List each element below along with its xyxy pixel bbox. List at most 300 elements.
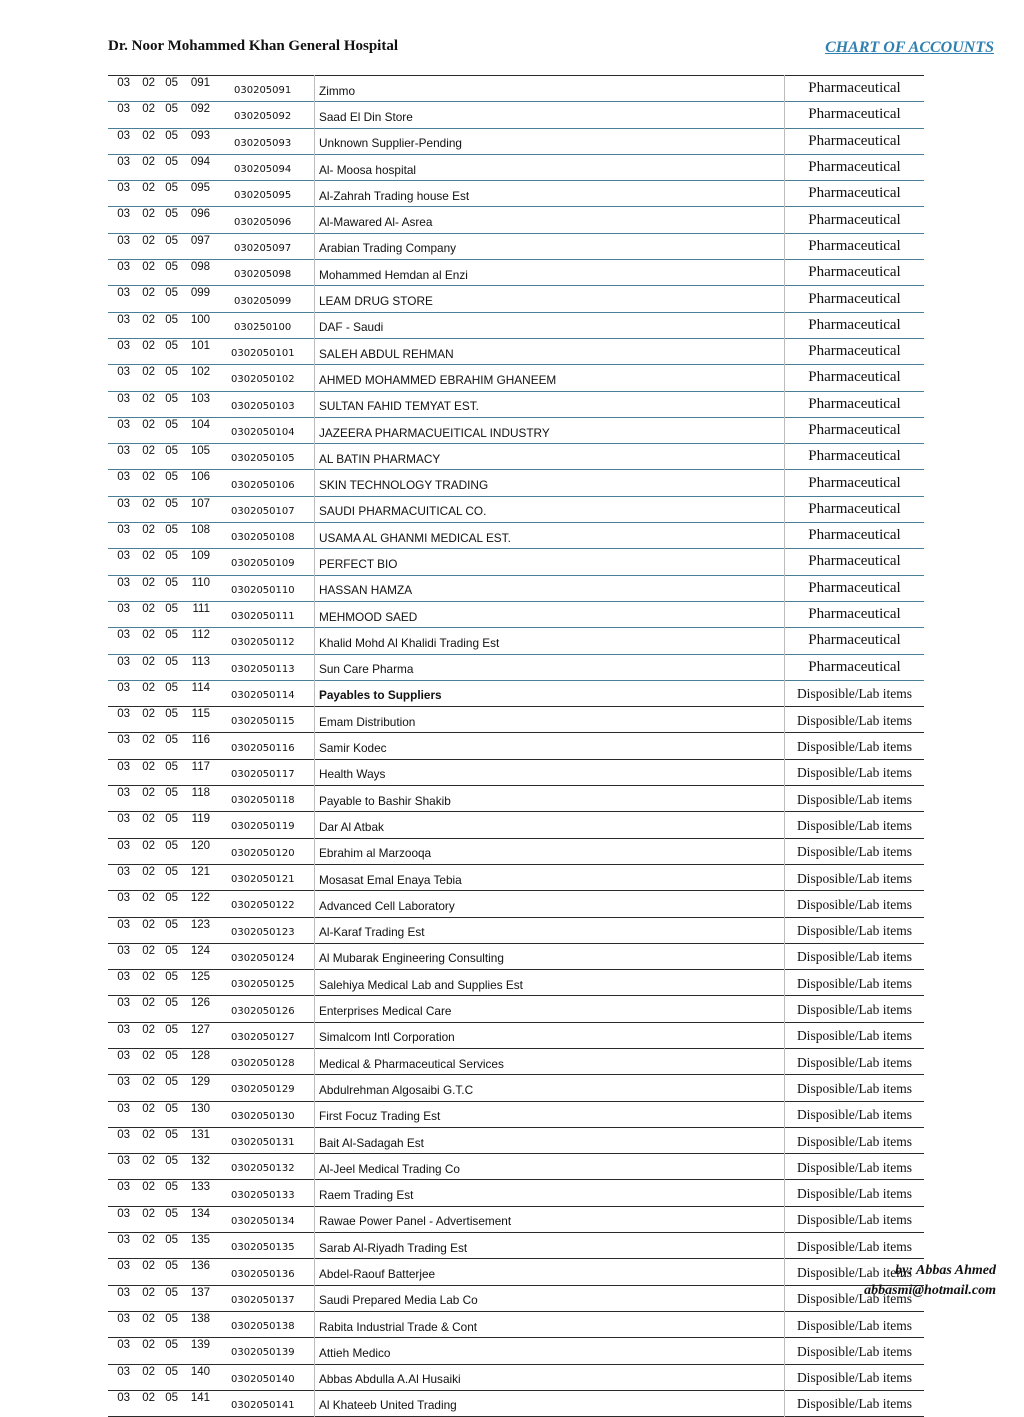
account-segment-a: 03	[117, 655, 130, 668]
account-segment-c: 05	[165, 734, 178, 747]
account-segments	[108, 654, 228, 680]
account-segment-a: 03	[117, 392, 130, 405]
account-segment-b: 02	[142, 471, 155, 484]
account-segment-b: 02	[142, 182, 155, 195]
account-segment-a: 03	[117, 1076, 130, 1089]
account-segment-a: 03	[117, 997, 130, 1010]
account-code-cell	[228, 312, 315, 338]
account-code-cell	[228, 444, 315, 470]
account-segment-c: 05	[165, 1181, 178, 1194]
account-name: SKIN TECHNOLOGY TRADING	[315, 470, 785, 496]
account-name: Khalid Mohd Al Khalidi Trading Est	[315, 628, 785, 654]
table-row	[108, 628, 924, 654]
account-segment-a: 03	[117, 629, 130, 642]
account-segment-b: 02	[142, 629, 155, 642]
account-category: Disposible/Lab items	[796, 712, 913, 728]
account-segments	[108, 1022, 228, 1048]
table-row	[108, 864, 924, 890]
table-row	[108, 207, 924, 233]
account-segment-b: 02	[142, 892, 155, 905]
account-category: Pharmaceutical	[808, 106, 901, 123]
account-segment-d: 092	[190, 103, 210, 116]
account-category: Disposible/Lab items	[796, 844, 913, 860]
account-segment-b: 02	[142, 313, 155, 326]
account-code: 0302050123	[231, 926, 295, 938]
account-segment-b: 02	[142, 234, 155, 247]
account-segments	[108, 864, 228, 890]
account-code: 0302050122	[231, 900, 295, 912]
account-segments	[108, 365, 228, 391]
account-name: Payables to Suppliers	[315, 680, 785, 706]
account-segment-c: 05	[165, 208, 178, 221]
account-code-cell	[228, 207, 315, 233]
account-code: 0302050126	[231, 1005, 295, 1017]
account-segment-c: 05	[165, 997, 178, 1010]
account-segment-a: 03	[117, 1312, 130, 1325]
account-code-cell	[228, 1338, 315, 1364]
account-segment-d: 139	[190, 1339, 210, 1352]
account-category: Pharmaceutical	[808, 606, 901, 623]
account-segments	[108, 1390, 228, 1416]
table-row	[108, 549, 924, 575]
account-code: 030205099	[234, 295, 292, 307]
account-code: 0302050133	[231, 1189, 295, 1201]
table-row	[108, 312, 924, 338]
account-category: Pharmaceutical	[808, 448, 901, 465]
account-segment-b: 02	[142, 339, 155, 352]
account-segments	[108, 601, 228, 627]
account-category: Pharmaceutical	[808, 185, 901, 202]
account-segment-d: 121	[190, 865, 210, 878]
table-row	[108, 365, 924, 391]
account-segment-c: 05	[165, 287, 178, 300]
account-category: Disposible/Lab items	[796, 1002, 913, 1018]
account-segments	[108, 1154, 228, 1180]
account-segment-d: 095	[190, 182, 210, 195]
account-code-cell	[228, 1022, 315, 1048]
account-segments	[108, 680, 228, 706]
account-segment-c: 05	[165, 839, 178, 852]
account-name: AL BATIN PHARMACY	[315, 444, 785, 470]
account-name: Attieh Medico	[315, 1338, 785, 1364]
account-category: Disposible/Lab items	[796, 1343, 913, 1359]
account-segment-b: 02	[142, 1207, 155, 1220]
accounts-table	[108, 75, 924, 1417]
account-segment-d: 108	[190, 524, 210, 537]
account-segment-d: 137	[190, 1286, 210, 1299]
account-segments	[108, 1233, 228, 1259]
account-segment-a: 03	[117, 77, 130, 89]
table-row	[108, 786, 924, 812]
account-name: Al-Karaf Trading Est	[315, 917, 785, 943]
account-code-cell	[228, 1154, 315, 1180]
account-code-cell	[228, 233, 315, 259]
account-segment-a: 03	[117, 208, 130, 221]
account-code-cell	[228, 1259, 315, 1285]
account-segments	[108, 391, 228, 417]
account-segment-a: 03	[117, 813, 130, 826]
account-code-cell	[228, 1048, 315, 1074]
account-code: 0302050135	[231, 1242, 295, 1254]
account-name: Rabita Industrial Trade & Cont	[315, 1311, 785, 1337]
account-segments	[108, 523, 228, 549]
table-row	[108, 838, 924, 864]
account-segment-a: 03	[117, 971, 130, 984]
account-segment-a: 03	[117, 865, 130, 878]
account-code: 0302050109	[231, 558, 295, 570]
account-code: 030205097	[234, 242, 292, 254]
account-category: Disposible/Lab items	[796, 1080, 913, 1096]
table-row	[108, 891, 924, 917]
account-segment-a: 03	[117, 1260, 130, 1273]
account-segments	[108, 917, 228, 943]
table-row	[108, 1075, 924, 1101]
account-segment-c: 05	[165, 1023, 178, 1036]
account-segment-b: 02	[142, 1102, 155, 1115]
table-row	[108, 1048, 924, 1074]
account-code-cell	[228, 707, 315, 733]
account-segment-a: 03	[117, 1155, 130, 1168]
account-code-cell	[228, 891, 315, 917]
account-category: Pharmaceutical	[808, 132, 901, 149]
account-code-cell	[228, 628, 315, 654]
account-name: Mosasat Emal Enaya Tebia	[315, 864, 785, 890]
table-row	[108, 523, 924, 549]
account-code-cell	[228, 864, 315, 890]
account-code: 0302050107	[231, 505, 295, 517]
account-name: SALEH ABDUL REHMAN	[315, 338, 785, 364]
account-segment-c: 05	[165, 944, 178, 957]
account-segment-b: 02	[142, 1260, 155, 1273]
account-code-cell	[228, 759, 315, 785]
account-code: 0302050103	[231, 400, 295, 412]
account-code-cell	[228, 812, 315, 838]
account-segment-c: 05	[165, 313, 178, 326]
account-code: 0302050120	[231, 847, 295, 859]
account-segments	[108, 1311, 228, 1337]
account-segment-a: 03	[117, 787, 130, 800]
account-segment-c: 05	[165, 1286, 178, 1299]
account-segment-c: 05	[165, 182, 178, 195]
account-code: 0302050104	[231, 427, 295, 438]
account-segment-a: 03	[117, 1339, 130, 1352]
account-code-cell	[228, 417, 315, 443]
account-segment-c: 05	[165, 1155, 178, 1168]
account-code-cell	[228, 970, 315, 996]
account-segment-d: 131	[190, 1128, 210, 1141]
account-segment-a: 03	[117, 1049, 130, 1062]
account-name: Raem Trading Est	[315, 1180, 785, 1206]
account-segment-d: 104	[190, 418, 210, 431]
account-segment-d: 112	[191, 629, 210, 642]
account-code: 0302050127	[231, 1031, 295, 1043]
account-code: 0302050139	[231, 1347, 295, 1359]
table-row	[108, 601, 924, 627]
account-code: 0302050116	[231, 742, 295, 754]
table-row	[108, 812, 924, 838]
account-segments	[108, 786, 228, 812]
account-name: Enterprises Medical Care	[315, 996, 785, 1022]
account-segments	[108, 1101, 228, 1127]
account-segment-d: 102	[190, 366, 210, 379]
account-category: Pharmaceutical	[808, 369, 901, 386]
account-segment-d: 105	[190, 445, 210, 458]
account-segment-d: 106	[190, 471, 210, 484]
account-segment-c: 05	[165, 602, 178, 615]
account-segment-d: 116	[191, 734, 210, 747]
account-segment-c: 05	[165, 787, 178, 800]
account-code: 030205095	[234, 190, 292, 202]
account-code-cell	[228, 654, 315, 680]
account-name: Advanced Cell Laboratory	[315, 891, 785, 917]
account-code: 0302050115	[231, 716, 295, 728]
account-category: Pharmaceutical	[808, 422, 901, 438]
account-segment-b: 02	[142, 708, 155, 721]
account-segment-d: 122	[190, 892, 210, 905]
account-category: Pharmaceutical	[808, 290, 901, 307]
account-segment-a: 03	[117, 1391, 130, 1404]
account-category: Pharmaceutical	[808, 211, 901, 228]
account-segment-a: 03	[117, 944, 130, 957]
account-segment-b: 02	[142, 392, 155, 405]
account-segment-c: 05	[165, 1339, 178, 1352]
account-name: Abdulrehman Algosaibi G.T.C	[315, 1075, 785, 1101]
account-segment-a: 03	[117, 1286, 130, 1299]
account-segment-a: 03	[117, 839, 130, 852]
account-name: Al-Jeel Medical Trading Co	[315, 1154, 785, 1180]
table-row	[108, 759, 924, 785]
account-category: Disposible/Lab items	[796, 765, 913, 781]
account-segment-b: 02	[142, 602, 155, 615]
account-segment-b: 02	[142, 261, 155, 274]
table-row	[108, 470, 924, 496]
account-segments	[108, 102, 228, 128]
account-category: Disposible/Lab items	[796, 949, 913, 965]
account-segment-b: 02	[142, 971, 155, 984]
account-segment-b: 02	[142, 366, 155, 379]
account-segment-c: 05	[165, 760, 178, 773]
account-name: Al-Mawared Al- Asrea	[315, 207, 785, 233]
account-name: Ebrahim al Marzooqa	[315, 838, 785, 864]
account-segment-a: 03	[117, 418, 130, 431]
account-category: Disposible/Lab items	[796, 1133, 913, 1149]
account-name: Emam Distribution	[315, 707, 785, 733]
account-segment-b: 02	[142, 997, 155, 1010]
account-name: Abbas Abdulla A.Al Husaiki	[315, 1364, 785, 1390]
account-segment-b: 02	[142, 1391, 155, 1404]
account-name: Rawae Power Panel - Advertisement	[315, 1206, 785, 1232]
account-code: 0302050128	[231, 1058, 295, 1070]
account-segment-d: 141	[190, 1391, 210, 1404]
account-segment-c: 05	[165, 445, 178, 458]
account-segment-c: 05	[165, 971, 178, 984]
account-segment-c: 05	[165, 681, 178, 694]
account-segment-b: 02	[142, 1181, 155, 1194]
account-segment-a: 03	[117, 524, 130, 537]
account-code-cell	[228, 1127, 315, 1153]
account-segment-c: 05	[165, 629, 178, 642]
account-segment-d: 124	[190, 944, 210, 957]
account-name: USAMA AL GHANMI MEDICAL EST.	[315, 523, 785, 549]
account-name: Dar Al Atbak	[315, 812, 785, 838]
account-segments	[108, 628, 228, 654]
account-segment-a: 03	[117, 129, 130, 142]
account-segment-d: 117	[191, 760, 210, 773]
table-row	[108, 1180, 924, 1206]
account-segment-d: 126	[190, 997, 210, 1010]
account-name: Bait Al-Sadagah Est	[315, 1127, 785, 1153]
account-code: 0302050121	[231, 874, 295, 886]
account-segments	[108, 1127, 228, 1153]
table-row	[108, 575, 924, 601]
account-name: HASSAN HAMZA	[315, 575, 785, 601]
table-row	[108, 733, 924, 759]
author-email: abbasmi@hotmail.com	[864, 1283, 996, 1298]
account-segment-d: 103	[190, 392, 210, 405]
account-category: Disposible/Lab items	[796, 1028, 913, 1044]
account-code: 0302050118	[231, 795, 295, 807]
account-segment-d: 115	[191, 708, 210, 721]
account-segment-b: 02	[142, 787, 155, 800]
account-segment-a: 03	[117, 576, 130, 589]
account-segment-a: 03	[117, 182, 130, 195]
hospital-name: Dr. Noor Mohammed Khan General Hospital	[108, 38, 399, 54]
account-category: Disposible/Lab items	[796, 1317, 913, 1333]
author-credit	[864, 1261, 996, 1301]
account-code: 030205091	[234, 85, 292, 97]
author-name: by: Abbas Ahmed	[895, 1263, 996, 1278]
account-code-cell	[228, 1180, 315, 1206]
account-segment-a: 03	[117, 445, 130, 458]
account-segments	[108, 1338, 228, 1364]
account-name: Simalcom Intl Corporation	[315, 1022, 785, 1048]
account-code: 0302050112	[231, 637, 295, 649]
account-segment-d: 134	[190, 1207, 210, 1220]
account-code-cell	[228, 917, 315, 943]
table-row	[108, 417, 924, 443]
account-segments	[108, 233, 228, 259]
account-code-cell	[228, 680, 315, 706]
table-row	[108, 233, 924, 259]
account-segment-c: 05	[165, 1207, 178, 1220]
table-row	[108, 680, 924, 706]
account-code-cell	[228, 128, 315, 154]
account-category: Disposible/Lab items	[796, 739, 913, 755]
account-code-cell	[228, 338, 315, 364]
account-category: Pharmaceutical	[808, 500, 901, 517]
account-name: Unknown Supplier-Pending	[315, 128, 785, 154]
account-segments	[108, 1075, 228, 1101]
account-segment-c: 05	[165, 892, 178, 905]
account-segment-b: 02	[142, 1128, 155, 1141]
account-category: Pharmaceutical	[808, 579, 901, 596]
account-segment-c: 05	[165, 1102, 178, 1115]
account-name: Al- Moosa hospital	[315, 154, 785, 180]
table-row	[108, 970, 924, 996]
table-row	[108, 496, 924, 522]
account-code: 0302050119	[231, 821, 295, 833]
account-segment-c: 05	[165, 129, 178, 142]
account-segment-a: 03	[117, 892, 130, 905]
account-name: Saad El Din Store	[315, 102, 785, 128]
account-segment-d: 100	[190, 313, 210, 326]
account-segment-a: 03	[117, 1234, 130, 1247]
account-segment-d: 097	[190, 234, 210, 247]
account-code: 030250100	[234, 321, 292, 333]
account-code-cell	[228, 1285, 315, 1311]
account-category: Pharmaceutical	[808, 264, 901, 281]
account-category: Disposible/Lab items	[796, 870, 913, 886]
account-name: Sun Care Pharma	[315, 654, 785, 680]
account-segment-c: 05	[165, 1128, 178, 1141]
account-category: Disposible/Lab items	[796, 1396, 913, 1412]
account-segments	[108, 575, 228, 601]
account-category: Disposible/Lab items	[796, 1054, 913, 1070]
account-category: Disposible/Lab items	[796, 975, 913, 991]
account-segments	[108, 759, 228, 785]
account-code: 0302050117	[231, 768, 295, 780]
account-code: 030205096	[234, 216, 292, 228]
account-code: 0302050124	[231, 952, 295, 964]
table-row	[108, 260, 924, 286]
account-segment-c: 05	[165, 1076, 178, 1089]
account-category: Disposible/Lab items	[796, 1212, 913, 1228]
account-segment-d: 101	[190, 339, 210, 352]
account-segment-b: 02	[142, 918, 155, 931]
accounts-table-body	[108, 76, 924, 1417]
account-code-cell	[228, 733, 315, 759]
account-name: PERFECT BIO	[315, 549, 785, 575]
account-segment-a: 03	[117, 602, 130, 615]
account-code: 0302050101	[231, 348, 295, 360]
account-code-cell	[228, 1311, 315, 1337]
table-row	[108, 1338, 924, 1364]
account-code: 0302050125	[231, 979, 295, 991]
account-segments	[108, 733, 228, 759]
account-code: 0302050108	[231, 532, 295, 544]
account-code: 0302050110	[231, 584, 295, 596]
account-segment-a: 03	[117, 261, 130, 274]
account-segments	[108, 1364, 228, 1390]
account-name: Al Mubarak Engineering Consulting	[315, 943, 785, 969]
account-segment-b: 02	[142, 550, 155, 563]
account-segment-d: 133	[190, 1181, 210, 1194]
account-name: Abdel-Raouf Batterjee	[315, 1259, 785, 1285]
account-code-cell	[228, 1206, 315, 1232]
account-segments	[108, 286, 228, 312]
account-segments	[108, 707, 228, 733]
account-segment-a: 03	[117, 681, 130, 694]
account-segment-c: 05	[165, 418, 178, 431]
account-segment-c: 05	[165, 524, 178, 537]
account-name: Sarab Al-Riyadh Trading Est	[315, 1233, 785, 1259]
account-code-cell	[228, 575, 315, 601]
account-segment-c: 05	[165, 1234, 178, 1247]
account-code-cell	[228, 365, 315, 391]
table-row	[108, 943, 924, 969]
account-segments	[108, 470, 228, 496]
account-segments	[108, 76, 228, 102]
account-segment-d: 128	[190, 1049, 210, 1062]
account-name: Zimmo	[315, 76, 785, 102]
account-name: Mohammed Hemdan al Enzi	[315, 260, 785, 286]
account-category: Disposible/Lab items	[796, 1159, 913, 1175]
account-name: Medical & Pharmaceutical Services	[315, 1048, 785, 1074]
account-code: 030205093	[234, 137, 292, 149]
account-code-cell	[228, 391, 315, 417]
account-code: 030205092	[234, 111, 292, 123]
account-code-cell	[228, 181, 315, 207]
